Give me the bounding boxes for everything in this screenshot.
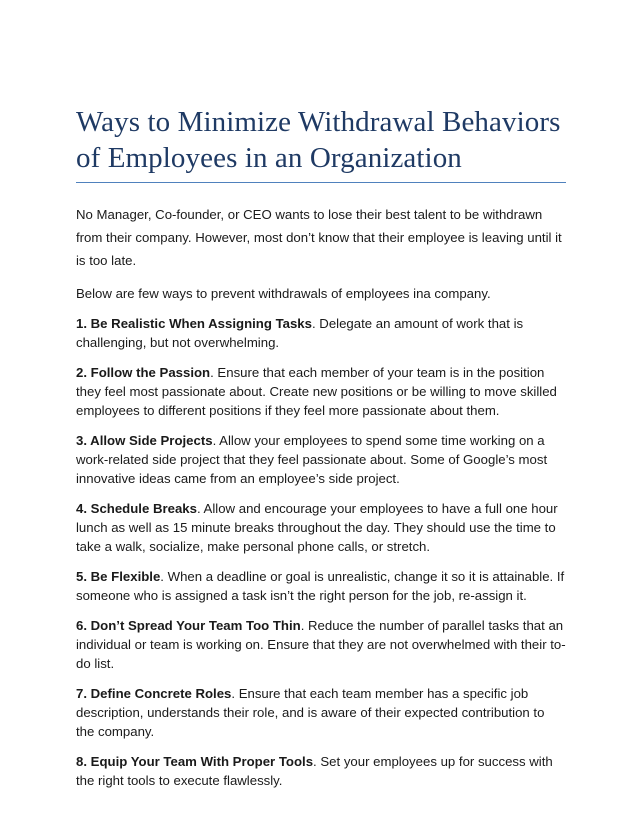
tip-body: . Ensure that each team member has a specific job description, understands their role, and is aware of their expected contribution to the company. [76, 686, 545, 739]
tip-body: . Allow and encourage your employees to have a full one hour lunch as well as 15 minute breaks throughout the day. They should use the time to take a walk, socialize, make personal phone calls, or stretch. [76, 501, 558, 554]
tip-heading: 1. Be Realistic When Assigning Tasks [76, 316, 312, 331]
tips-list [76, 314, 566, 790]
tip-item [76, 314, 566, 352]
tip-heading: 7. Define Concrete Roles [76, 686, 232, 701]
tip-item [76, 363, 566, 420]
tip-body: . Ensure that each member of your team is in the position they feel most passionate about. Create new positions or be willing to move skilled employees to different positions if they feel more passionate about them. [76, 365, 557, 418]
title-line-1: Ways to Minimize Withdrawal Behaviors [76, 106, 561, 138]
tip-heading: 6. Don’t Spread Your Team Too Thin [76, 618, 301, 633]
tip-body: . Reduce the number of parallel tasks that an individual or team is working on. Ensure that they are not overwhelmed with their to-do list. [76, 618, 566, 671]
title-line-2: of Employees in an Organization [76, 142, 462, 174]
document-page [76, 104, 566, 790]
tip-body: . When a deadline or goal is unrealistic, change it so it is attainable. If someone who is assigned a task isn’t the right person for the job, re-assign it. [76, 569, 565, 603]
page-title [76, 104, 566, 176]
tip-body: . Set your employees up for success with the right tools to execute flawlessly. [76, 754, 553, 788]
tip-heading: 4. Schedule Breaks [76, 501, 197, 516]
lead-paragraph: Below are few ways to prevent withdrawals of employees ina company. [76, 286, 491, 301]
tip-body: . Allow your employees to spend some time working on a work-related side project that they feel passionate about. Some of Google’s most innovative ideas came from an employee’s side project. [76, 433, 548, 486]
tip-item [76, 567, 566, 605]
tip-heading: 5. Be Flexible [76, 569, 161, 584]
title-underline [76, 182, 566, 183]
tip-item [76, 616, 566, 673]
intro-paragraph: No Manager, Co-founder, or CEO wants to lose their best talent to be withdrawn from their company. However, most don’t know that their employee is leaving until it is too late. [76, 207, 562, 268]
tip-item [76, 684, 566, 741]
tip-heading: 3. Allow Side Projects [76, 433, 213, 448]
tip-body: . Delegate an amount of work that is challenging, but not overwhelming. [76, 316, 524, 350]
tip-item [76, 752, 566, 790]
tip-item [76, 499, 566, 556]
tip-heading: 8. Equip Your Team With Proper Tools [76, 754, 314, 769]
tip-item [76, 431, 566, 488]
tip-heading: 2. Follow the Passion [76, 365, 211, 380]
